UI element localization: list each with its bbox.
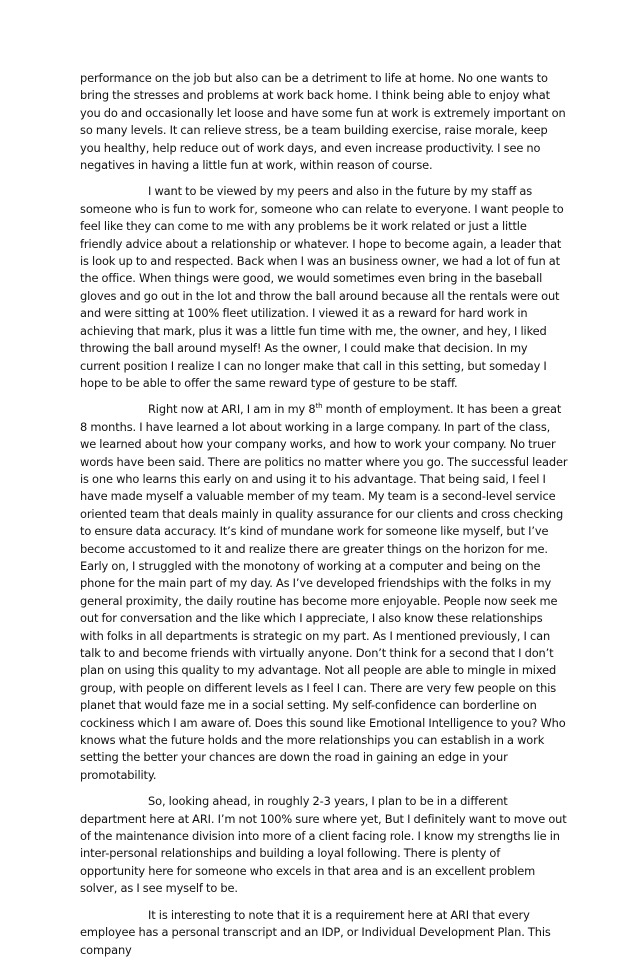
- paragraph-2: [80, 183, 568, 392]
- ordinal-superscript: th: [315, 402, 323, 411]
- paragraph-2-text: I want to be viewed by my peers and also in the future by my staff as someone who is fun to work for, someone who can relate to everyone. I want people to feel like they can come to me with any problems be it work related or just a little friendly advice about a relationship or whatever. I hope to become again, a leader that is look up to and respected. Back when I was an business owner, we had a lot of fun at the office. When things were good, we would sometimes even bring in the baseball gloves and go out in the lot and throw the ball around because all the rentals were out and were sitting at 100% fleet utilization. I viewed it as a reward for hard work in achieving that mark, plus it was a little fun time with me, the owner, and hey, I liked throwing the ball around myself! As the owner, I could make that decision. In my current position I realize I can no longer make that call in this setting, but someday I hope to be able to offer the same reward type of gesture to be staff.: [80, 184, 564, 390]
- paragraph-5-text: It is interesting to note that it is a requirement here at ARI that every employee has a personal transcript and an IDP, or Individual Development Plan. This company: [80, 907, 551, 957]
- paragraph-4: [80, 793, 568, 897]
- paragraph-3-text-end: month of employment. It has been a great 8 months. I have learned a lot about working in a large company. In part of the class, we learned about how your company works, and how to work your company. No truer words have been said. There are politics no matter where you go. The successful leader is one who learns this early on and using it to his advantage. That being said, I feel I have made myself a valuable member of my team. My team is a second-level service oriented team that deals mainly in quality assurance for our clients and cross checking to ensure data accuracy. It’s kind of mundane work for someone like myself, but I’ve become accustomed to it and realize there are greater things on the horizon for me. Early on, I struggled with the monotony of working at a computer and being on the phone for the main part of my day. As I’ve developed friendships with the folks in my general proximity, the daily routine has become more enjoyable. People now seek me out for conversation and the like which I appreciate, I also know these relationships with folks in all departments is strategic on my part. As I mentioned previously, I can talk to and become friends with virtually anyone. Don’t think for a second that I don’t plan on using this quality to my advantage. Not all people are able to mingle in mixed group, with people on different levels as I feel I can. There are very few people on this planet that would faze me in a social setting. My self-confidence can borderline on cockiness which I am aware of. Does this sound like Emotional Intelligence to you? Who knows what the future holds and the more relationships you can establish in a work setting the better your chances are down the road in gaining an edge in your promotability.: [80, 402, 568, 782]
- document-page: [80, 70, 568, 968]
- paragraph-5: [80, 907, 568, 959]
- paragraph-4-text: So, looking ahead, in roughly 2-3 years, I plan to be in a different department here at ARI. I’m not 100% sure where yet, But I definitely want to move out of the maintenance division into more of a client facing role. I know my strengths lie in inter-personal relationships and building a loyal following. There is plenty of opportunity here for someone who excels in that area and is an excellent problem solver, as I see myself to be.: [80, 794, 567, 896]
- paragraph-3-text-start: Right now at ARI, I am in my 8: [148, 402, 316, 417]
- paragraph-3: [80, 401, 568, 784]
- paragraph-1-text: performance on the job but also can be a detriment to life at home. No one wants to bring the stresses and problems at work back home. I think being able to enjoy what you do and occasionally let loose and have some fun at work is extremely important on so many levels. It can relieve stress, be a team building exercise, raise morale, keep you healthy, help reduce out of work days, and even increase productivity. I see no negatives in having a little fun at work, within reason of course.: [80, 71, 566, 173]
- paragraph-1: [80, 70, 568, 174]
